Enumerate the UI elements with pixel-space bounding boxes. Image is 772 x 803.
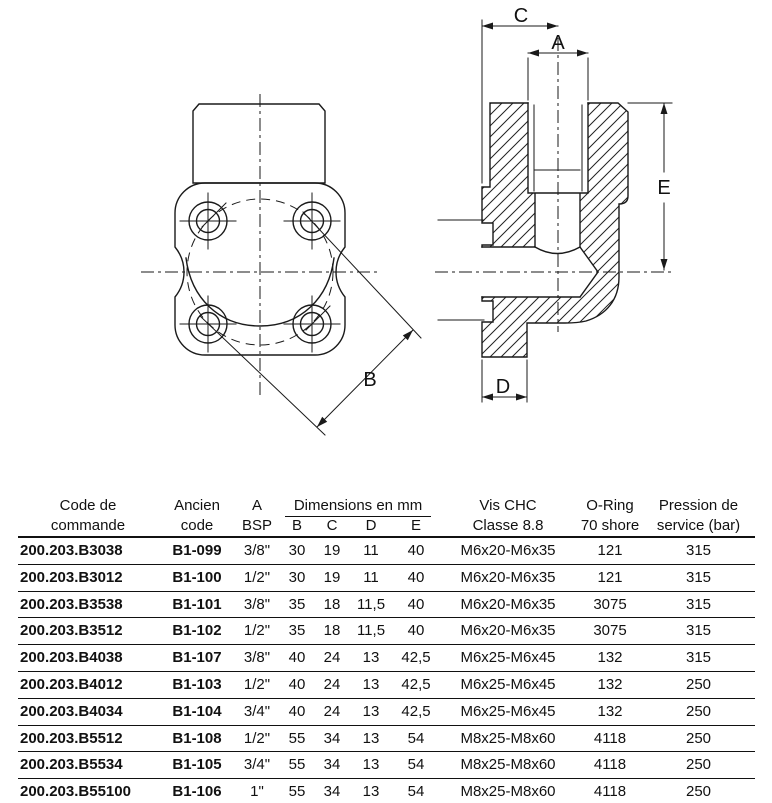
table-row [18, 726, 755, 753]
table-row [18, 752, 755, 779]
table-row [18, 672, 755, 699]
row-dim-b: 40 [288, 702, 306, 720]
row-vis-chc: M6x25-M6x45 [460, 702, 556, 720]
row-vis-chc: M6x20-M6x35 [460, 622, 556, 640]
table-header [18, 497, 755, 538]
row-vis-chc: M6x20-M6x35 [460, 568, 556, 586]
row-dim-b: 55 [288, 783, 306, 801]
table-row [18, 779, 755, 803]
header-code-line1: Code de [59, 497, 117, 514]
row-oring: 3075 [593, 622, 627, 640]
table-row [18, 565, 755, 592]
section-centerlines [435, 38, 674, 332]
row-vis-chc: M6x25-M6x45 [460, 675, 556, 693]
row-ancien-code: B1-106 [172, 783, 222, 801]
row-oring: 121 [597, 568, 623, 586]
row-ancien-code: B1-105 [172, 756, 222, 774]
row-pression: 250 [685, 675, 712, 693]
dim-label-d: D [495, 376, 511, 398]
header-pression-line2: service (bar) [656, 517, 741, 534]
row-vis-chc: M8x25-M8x60 [460, 756, 556, 774]
row-dim-c: 34 [323, 783, 341, 801]
row-oring: 4118 [593, 783, 627, 801]
row-oring: 132 [597, 702, 623, 720]
row-oring: 132 [597, 649, 623, 667]
row-dim-c: 19 [323, 542, 341, 559]
row-dim-c: 34 [323, 756, 341, 774]
section-hatch [482, 103, 628, 357]
section-view-drawing [435, 5, 674, 402]
header-dim-d: D [365, 517, 377, 534]
row-dim-d: 11 [363, 568, 379, 586]
row-dim-e: 40 [407, 595, 425, 613]
header-vis-line2: Classe 8.8 [472, 517, 544, 534]
row-pression: 250 [685, 702, 712, 720]
row-dim-e: 54 [407, 729, 425, 747]
row-oring: 121 [597, 542, 623, 559]
row-bsp: 3/4" [243, 702, 271, 720]
row-bsp: 1/2" [243, 622, 271, 640]
table-body [18, 538, 755, 803]
row-dim-e: 42,5 [401, 702, 431, 720]
row-dim-b: 30 [288, 542, 306, 559]
row-dim-e: 40 [407, 568, 425, 586]
row-dim-e: 54 [407, 783, 425, 801]
row-ancien-code: B1-102 [172, 622, 222, 640]
row-bsp: 3/8" [243, 595, 271, 613]
row-bsp: 1/2" [243, 675, 271, 693]
header-dimensions-group: Dimensions en mm [278, 497, 438, 517]
row-ancien-code: B1-108 [172, 729, 222, 747]
row-code: 200.203.B3512 [20, 622, 123, 640]
row-bsp: 1/2" [243, 568, 271, 586]
table-row [18, 699, 755, 726]
row-dim-b: 40 [288, 675, 306, 693]
row-dim-e: 42,5 [401, 675, 431, 693]
table-row [18, 645, 755, 672]
row-dim-d: 13 [362, 729, 380, 747]
row-pression: 315 [685, 542, 712, 559]
row-oring: 132 [597, 675, 623, 693]
row-dim-c: 19 [323, 568, 341, 586]
row-dim-c: 18 [323, 595, 341, 613]
row-dim-d: 13 [362, 675, 380, 693]
row-dim-d: 13 [362, 702, 380, 720]
table-row [18, 538, 755, 565]
row-dim-b: 30 [288, 568, 306, 586]
row-dim-c: 24 [323, 675, 341, 693]
header-oring-line2: 70 shore [580, 517, 640, 534]
row-vis-chc: M8x25-M8x60 [460, 729, 556, 747]
spec-table [18, 497, 755, 803]
row-dim-d: 11,5 [356, 595, 386, 613]
row-ancien-code: B1-104 [172, 702, 222, 720]
header-dim-e: E [410, 517, 421, 534]
row-ancien-code: B1-100 [172, 568, 222, 586]
row-dim-d: 11 [363, 542, 379, 559]
row-oring: 3075 [593, 595, 627, 613]
row-ancien-code: B1-099 [172, 542, 222, 559]
row-oring: 4118 [593, 756, 627, 774]
front-view-drawing [141, 94, 421, 435]
row-code: 200.203.B4012 [20, 675, 123, 693]
row-bsp: 3/8" [243, 649, 271, 667]
centerlines [141, 94, 379, 397]
row-pression: 315 [685, 622, 712, 640]
row-code: 200.203.B55100 [20, 783, 131, 801]
row-vis-chc: M6x20-M6x35 [460, 595, 556, 613]
row-ancien-code: B1-101 [172, 595, 222, 613]
row-ancien-code: B1-107 [172, 649, 222, 667]
row-pression: 250 [685, 783, 712, 801]
row-code: 200.203.B5534 [20, 756, 123, 774]
row-bsp: 3/8" [243, 542, 271, 559]
row-dim-d: 13 [362, 756, 380, 774]
table-row [18, 592, 755, 619]
row-dim-b: 40 [288, 649, 306, 667]
table-row [18, 618, 755, 645]
row-code: 200.203.B3538 [20, 595, 123, 613]
row-dim-d: 13 [362, 649, 380, 667]
row-dim-c: 24 [323, 702, 341, 720]
port-boss [193, 104, 325, 183]
row-oring: 4118 [593, 729, 627, 747]
row-dim-b: 35 [288, 622, 306, 640]
row-pression: 315 [685, 649, 712, 667]
dim-label-a: A [551, 32, 565, 54]
row-dim-c: 34 [323, 729, 341, 747]
row-dim-b: 55 [288, 729, 306, 747]
dim-label-c: C [513, 5, 529, 27]
groove-centerlines [438, 220, 484, 320]
row-bsp: 1" [250, 783, 264, 801]
row-dim-c: 24 [323, 649, 341, 667]
row-vis-chc: M8x25-M8x60 [460, 783, 556, 801]
header-a-line2: BSP [241, 517, 272, 534]
dimension-d [482, 360, 527, 402]
header-pression-line1: Pression de [658, 497, 739, 514]
header-ancien-line1: Ancien [174, 497, 220, 514]
row-pression: 250 [685, 729, 712, 747]
header-ancien-line2: code [180, 517, 214, 534]
dim-label-b: B [363, 369, 377, 391]
header-code-line2: commande [50, 517, 126, 534]
dim-label-e: E [657, 177, 671, 199]
row-bsp: 1/2" [243, 729, 271, 747]
row-dim-b: 55 [288, 756, 306, 774]
row-code: 200.203.B3012 [20, 568, 123, 586]
header-a-line1: A [251, 497, 262, 514]
dimension-e [628, 103, 672, 270]
row-pression: 250 [685, 756, 712, 774]
header-oring-line1: O-Ring [586, 497, 634, 514]
header-dim-b: B [291, 517, 302, 534]
row-dim-e: 40 [407, 622, 425, 640]
row-pression: 315 [685, 595, 712, 613]
row-pression: 315 [685, 568, 712, 586]
row-code: 200.203.B3038 [20, 542, 123, 559]
row-dim-d: 11,5 [356, 622, 386, 640]
header-dim-c: C [326, 517, 338, 534]
row-dim-e: 40 [407, 542, 425, 559]
row-dim-c: 18 [323, 622, 341, 640]
row-dim-e: 42,5 [401, 649, 431, 667]
header-vis-line1: Vis CHC [479, 497, 537, 514]
row-bsp: 3/4" [243, 756, 271, 774]
row-vis-chc: M6x25-M6x45 [460, 649, 556, 667]
row-code: 200.203.B5512 [20, 729, 123, 747]
row-dim-b: 35 [288, 595, 306, 613]
row-dim-e: 54 [407, 756, 425, 774]
row-code: 200.203.B4034 [20, 702, 123, 720]
row-dim-d: 13 [362, 783, 380, 801]
row-vis-chc: M6x20-M6x35 [460, 542, 556, 559]
row-code: 200.203.B4038 [20, 649, 123, 667]
row-ancien-code: B1-103 [172, 675, 222, 693]
